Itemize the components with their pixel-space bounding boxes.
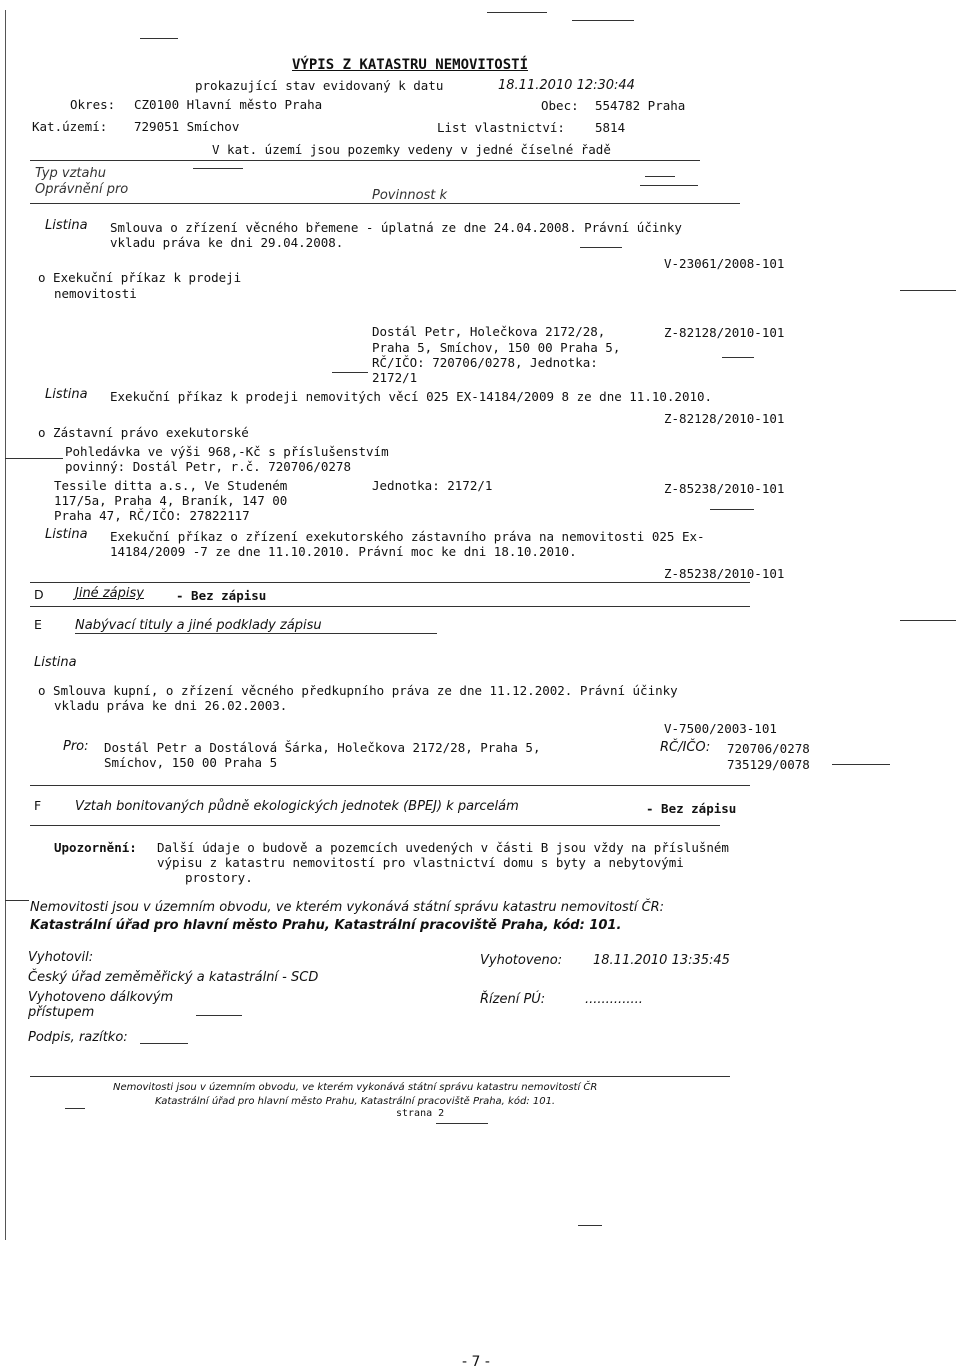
rc-label: RČ/IČO:: [660, 740, 711, 755]
entry1-reference: V-23061/2008-101: [664, 256, 785, 271]
stray-line: [196, 1015, 242, 1016]
dalkovy-pristup: přístupem: [28, 1005, 95, 1020]
entry2-party-reference: Z-82128/2010-101: [664, 325, 785, 340]
upozorneni-text: Další údaje o budově a pozemcích uvedených v části B jsou vždy na příslušném: [157, 840, 729, 855]
entry3-listina: Exekuční příkaz o zřízení exekutorského zástavního práva na nemovitosti 025 Ex-: [110, 529, 705, 544]
stray-line: [580, 247, 622, 248]
listina-label: Listina: [45, 527, 88, 542]
column-divider: [30, 203, 740, 204]
entry2-party: 2172/1: [372, 370, 418, 385]
header-divider: [30, 160, 700, 161]
entry3-party: Praha 47, RČ/IČO: 27822117: [54, 508, 250, 523]
entry3-listina: 14184/2009 -7 ze dne 11.10.2010. Právní moc ke dni 18.10.2010.: [110, 544, 577, 559]
stray-line: [710, 509, 754, 510]
section-e-entry: o Smlouva kupní, o zřízení věcného předkupního práva ze dne 11.12.2002. Právní účinky: [38, 683, 678, 698]
dalkovy-pristup: Vyhotoveno dálkovým: [28, 990, 174, 1005]
stray-line: [487, 12, 547, 13]
subtitle-prefix: prokazující stav evidovaný k datu: [195, 78, 444, 93]
lv-label: List vlastnictví:: [437, 120, 565, 135]
margin-line: [5, 900, 29, 901]
entry2-party: RČ/IČO: 720706/0278, Jednotka:: [372, 355, 598, 370]
page-number: - 7 -: [462, 1354, 490, 1370]
rc-value: 720706/0278: [727, 741, 810, 756]
section-d-label: Jiné zápisy: [75, 586, 144, 601]
listina-label: Listina: [45, 387, 88, 402]
upozorneni-text: prostory.: [185, 870, 253, 885]
page-strana: strana 2: [396, 1108, 445, 1119]
entry2-party: Praha 5, Smíchov, 150 00 Praha 5,: [372, 340, 621, 355]
section-underline: [75, 633, 437, 634]
section-d-value: - Bez zápisu: [176, 588, 267, 603]
upozorneni-label: Upozornění:: [54, 840, 137, 855]
vyhotoveno-value: 18.11.2010 13:35:45: [593, 953, 730, 968]
section-e-letter: E: [34, 617, 42, 632]
vyhotovil-label: Vyhotovil:: [28, 950, 94, 965]
stray-line: [436, 1123, 488, 1124]
katuzemi-value: 729051 Smíchov: [134, 119, 240, 134]
entry3-reference: Z-85238/2010-101: [664, 481, 785, 496]
rc-value: 735129/0078: [727, 757, 810, 772]
stray-line: [572, 20, 634, 21]
rizeni-value: ..............: [585, 992, 643, 1007]
stray-line: [832, 764, 890, 765]
section-f-letter: F: [34, 798, 42, 813]
margin-line: [900, 620, 956, 621]
footer-small-text: Nemovitosti jsou v územním obvodu, ve kterém vykonává státní správu katastru nemovitostí ČR: [113, 1082, 598, 1093]
section-e-entry: vkladu práva ke dni 26.02.2003.: [54, 698, 288, 713]
section-divider: [30, 785, 750, 786]
rizeni-label: Řízení PÚ:: [480, 992, 546, 1007]
obvod-text: Nemovitosti jsou v územním obvodu, ve kterém vykonává státní správu katastru nemovitostí ČR:: [30, 900, 665, 915]
listina-label: Listina: [45, 218, 88, 233]
header-note: V kat. území jsou pozemky vedeny v jedné číselné řadě: [212, 142, 611, 157]
entry3-title: o Zástavní právo exekutorské: [38, 425, 249, 440]
entry3-text: povinný: Dostál Petr, r.č. 720706/0278: [65, 459, 351, 474]
stray-line: [332, 372, 368, 373]
entry3-party: 117/5a, Praha 4, Braník, 147 00: [54, 493, 288, 508]
footer-small-text: Katastrální úřad pro hlavní město Prahu, Katastrální pracoviště Praha, kód: 101.: [155, 1096, 556, 1107]
section-divider: [30, 825, 720, 826]
vyhotovil-value: Český úřad zeměměřický a katastrální - SCD: [28, 970, 319, 985]
opravneni-pro-label: Oprávnění pro: [35, 182, 129, 197]
stray-line: [140, 38, 178, 39]
obec-label: Obec:: [541, 98, 579, 113]
section-f-label: Vztah bonitovaných půdně ekologických jednotek (BPEJ) k parcelám: [75, 799, 519, 814]
pro-label: Pro:: [63, 739, 89, 754]
entry3-jednotka: Jednotka: 2172/1: [372, 478, 493, 493]
left-margin-line: [5, 10, 6, 1240]
entry1-text: Smlouva o zřízení věcného břemene - úplatná ze dne 24.04.2008. Právní účinky: [110, 220, 682, 235]
subtitle-date: 18.11.2010 12:30:44: [498, 78, 635, 93]
section-divider: [30, 582, 750, 583]
section-f-value: - Bez zápisu: [646, 801, 737, 816]
entry3-text: Pohledávka ve výši 968,-Kč s příslušenstvím: [65, 444, 389, 459]
entry3-listina-reference: Z-85238/2010-101: [664, 566, 785, 581]
page-title: VÝPIS Z KATASTRU NEMOVITOSTÍ: [292, 57, 529, 73]
section-e-reference: V-7500/2003-101: [664, 721, 777, 736]
pro-party: Dostál Petr a Dostálová Šárka, Holečkova 2172/28, Praha 5,: [104, 740, 541, 755]
podpis-label: Podpis, razítko:: [28, 1030, 128, 1045]
section-e-listina-label: Listina: [34, 655, 77, 670]
entry2-title: o Exekuční příkaz k prodeji: [38, 270, 242, 285]
entry3-party: Tessile ditta a.s., Ve Studeném: [54, 478, 288, 493]
margin-line: [5, 458, 63, 459]
entry2-listina-reference: Z-82128/2010-101: [664, 411, 785, 426]
povinnost-k-label: Povinnost k: [372, 188, 448, 203]
upozorneni-text: výpisu z katastru nemovitostí pro vlastnictví domu s byty a nebytovými: [157, 855, 684, 870]
okres-label: Okres:: [70, 97, 116, 112]
pro-party: Smíchov, 150 00 Praha 5: [104, 755, 278, 770]
margin-line: [900, 290, 956, 291]
entry1-text: vkladu práva ke dni 29.04.2008.: [110, 235, 344, 250]
section-d-letter: D: [34, 587, 44, 602]
obec-value: 554782 Praha: [595, 98, 686, 113]
katuzemi-label: Kat.území:: [32, 119, 108, 134]
entry2-listina: Exekuční příkaz k prodeji nemovitých věcí 025 EX-14184/2009 8 ze dne 11.10.2010.: [110, 389, 713, 404]
column-line: [640, 185, 698, 186]
footer-divider: [30, 1076, 730, 1077]
typ-vztahu-label: Typ vztahu: [35, 166, 106, 181]
section-e-label: Nabývací tituly a jiné podklady zápisu: [75, 618, 322, 633]
stray-line: [578, 1225, 602, 1226]
entry2-title: nemovitosti: [54, 286, 137, 301]
entry2-party: Dostál Petr, Holečkova 2172/28,: [372, 324, 606, 339]
stray-line: [65, 1108, 85, 1109]
katastralni-urad: Katastrální úřad pro hlavní město Prahu, Katastrální pracoviště Praha, kód: 101.: [30, 918, 622, 933]
column-line: [193, 168, 243, 169]
podpis-underline: [140, 1043, 188, 1044]
column-line: [645, 176, 675, 177]
vyhotoveno-label: Vyhotoveno:: [480, 953, 563, 968]
section-divider: [30, 606, 750, 607]
lv-value: 5814: [595, 120, 626, 135]
stray-line: [722, 357, 754, 358]
okres-value: CZ0100 Hlavní město Praha: [134, 97, 323, 112]
